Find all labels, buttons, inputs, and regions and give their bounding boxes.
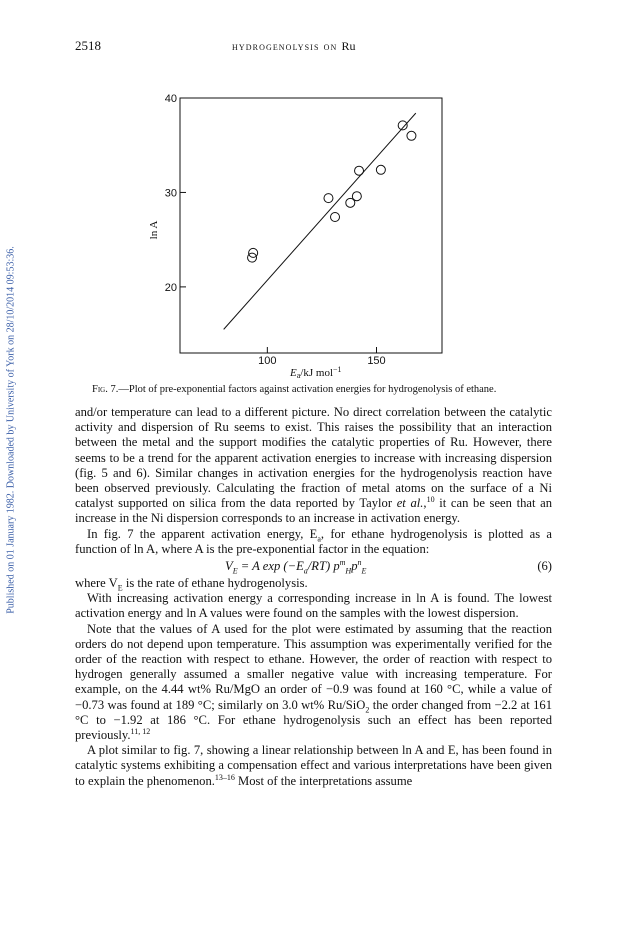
x-axis-ticks xyxy=(258,347,386,367)
data-point xyxy=(407,131,416,140)
equation-number: (6) xyxy=(537,559,552,574)
data-point xyxy=(352,192,361,201)
equation-formula: $V_E = A$ $\exp (-E_a/RT)$ $p^m_Hp^n_E$ xyxy=(225,557,367,576)
y-tick-label: 30 xyxy=(164,187,177,200)
x-tick-label: 150 xyxy=(367,355,386,367)
y-tick-label: 20 xyxy=(164,281,177,294)
page-number: 2518 xyxy=(75,38,101,53)
data-point xyxy=(331,213,340,222)
y-axis-ticks xyxy=(165,93,186,294)
fit-line xyxy=(224,113,416,329)
paragraph-4: With increasing activation energy a corresponding increase in ln A is found. The lowest activation energy and ln A values were found on the samples with the lowest dispersion. xyxy=(75,591,552,621)
plot-frame xyxy=(180,98,442,353)
x-label-exp: −1 xyxy=(333,365,342,374)
paragraph-6: A plot similar to fig. 7, showing a linear relationship between ln A and E, has been found in catalytic systems exhibiting a compensation effect and various interpretations have been given to explain the phenomenon.$^{13-16}$ Most of the interpretations assume xyxy=(75,743,552,788)
equation-6 xyxy=(75,557,552,576)
data-point xyxy=(355,166,364,175)
caption-label: Fig. 7. xyxy=(92,384,119,395)
figure-7 xyxy=(0,0,624,400)
download-notice-text: Published on 01 January 1982. Downloaded by University of York on 28/10/2014 09:53:36. xyxy=(5,246,17,614)
paragraph-1: and/or temperature can lead to a different picture. No direct correlation between the catalytic activity and dispersion of Ru seems to exist. This raises the possibility that an interaction between the metal and the support modifies the catalytic properties of Ru. However, there seems to be a trend for the apparent activation energies to increase with increasing dispersion (fig. 5 and 6). Similar changes in activation energies for the hydrogenolysis reaction have been observed previously. Calculating the fraction of metal atoms on the surface of a Ni catalyst supported on silica from the data reported by Taylor et al.,$^{10}$ it can be seen that an increase in the Ni dispersion corresponds to an increase in activation energy. xyxy=(75,405,553,526)
data-point xyxy=(376,165,385,174)
paragraph-3: where $V_E$ is the rate of ethane hydrogenolysis. xyxy=(75,576,308,593)
paragraph-2: In fig. 7 the apparent activation energy, $E_a$, for ethane hydrogenolysis is plotted as a function of ln A, where A is the pre-exponential factor in the equation: xyxy=(75,526,553,556)
x-label-e: E xyxy=(290,367,297,379)
data-point xyxy=(324,194,333,203)
paragraph-5: Note that the values of A used for the plot were estimated by assuming that the reaction orders do not depend upon temperature. This assumption was experimentally verified for the order of the reaction with respect to ethane. However, the order of reaction with respect to hydrogen generally assumed a smaller negative value with increasing temperature. For example, on the 4.44 wt% Ru/MgO an order of −0.9 was found at 160 °C, while a value of −0.73 was found at 189 °C; similarly on 3.0 wt% Ru/SiO$_2$ the order changed from −2.2 at 161 °C to −1.92 at 186 °C. For ethane hydrogenolysis such an effect has been reported previously.$^{11, 12}$ xyxy=(75,621,552,743)
x-axis-label xyxy=(289,365,342,380)
x-tick-label: 100 xyxy=(258,355,277,367)
y-axis-label-text: ln A xyxy=(148,220,160,240)
body-text xyxy=(75,405,552,789)
x-label-unit: /kJ mol xyxy=(300,367,333,379)
running-head-element: Ru xyxy=(341,39,356,53)
y-axis-label xyxy=(148,221,160,240)
y-tick-label: 40 xyxy=(164,93,177,105)
caption-text: —Plot of pre-exponential factors against activation energies for hydrogenolysis of ethane. xyxy=(118,384,497,395)
x-label-sub: a xyxy=(296,371,301,380)
figure-caption xyxy=(92,384,496,395)
running-head-main: hydrogenolysis on xyxy=(232,39,338,53)
